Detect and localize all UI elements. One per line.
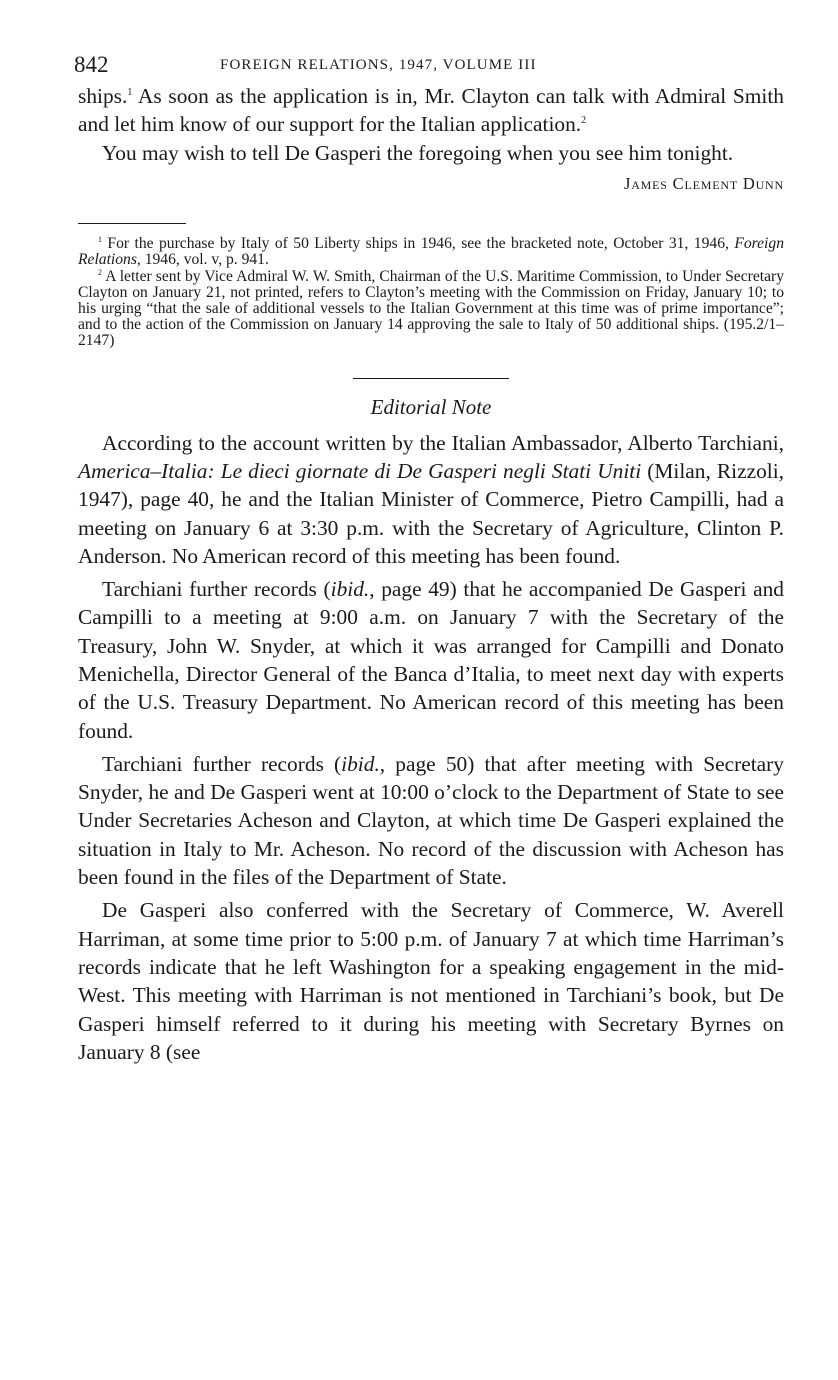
text-run: ships.: [78, 84, 128, 108]
text-run: (Milan, Rizzoli, 1947), page 40, he and the Italian Minister of Commerce, Pietro Campilli, had a meeting on January 6 at 3:30 p.m. with the Secretary of Agriculture, Clinton P. Anderson. No American record of this meeting has been found.: [78, 458, 785, 568]
text-run: Tarchiani further records (: [102, 751, 342, 776]
letter-continuation: [78, 82, 784, 198]
text-run: Tarchiani further records (: [102, 577, 331, 602]
citation: ibid.: [341, 751, 380, 776]
footnote-text: A letter sent by Vice Admiral W. W. Smith, Chairman of the U.S. Maritime Commission, to Under Secretary Clayton on January 21, not printed, refers to Clayton’s meeting with the Commission on Friday, January 10; to his urging “that the sale of additional vessels to the Italian Government at this time was of prime importance”; and to the action of the Commission on January 14 approving the sale to Italy of 50 additional ships. (195.2/1–2147): [78, 267, 784, 350]
footnote-reference: 1: [127, 86, 133, 98]
text-run: According to the account written by the Italian Ambassador, Alberto Tarchiani,: [102, 430, 784, 455]
section-heading: Editorial Note: [370, 394, 492, 419]
footnotes: [78, 236, 784, 349]
footnote-title: Foreign Relations: [78, 235, 784, 269]
running-header: [74, 48, 784, 82]
letter-paragraph: [78, 82, 784, 139]
body-paragraph: [78, 429, 784, 570]
letter-paragraph: You may wish to tell De Gasperi the foregoing when you see him tonight.: [102, 140, 734, 165]
running-title: FOREIGN RELATIONS, 1947, VOLUME III: [220, 57, 537, 73]
text-run: , page 50) that after meeting with Secretary Snyder, he and De Gasperi went at 10:00 o’clock to the Department of State to see Under Secretaries Acheson and Clayton, at which time De Gasperi explained the situation in Italy to Mr. Acheson. No record of the discussion with Acheson has been found in the files of the Department of State.: [78, 751, 785, 890]
body-paragraph: [78, 750, 784, 891]
footnote-marker: 2: [98, 267, 102, 277]
text-run: As soon as the application is in, Mr. Clayton can talk with Admiral Smith and let him know of our support for the Italian application.: [78, 84, 784, 137]
document-page: [74, 48, 785, 1066]
editorial-note-body: [78, 429, 784, 1067]
page-number: 842: [74, 52, 109, 77]
text-run: , page 49) that he accompanied De Gasperi and Campilli to a meeting at 9:00 a.m. on January 7 with the Secretary of the Treasury, John W. Snyder, at which it was arranged for Campilli and Donato Menichella, Director General of the Banca d’Italia, to meet next day with experts of the U.S. Treasury Department. No American record of this meeting has been found.: [78, 577, 784, 743]
footnote-divider: [78, 223, 186, 224]
footnote: [78, 269, 784, 350]
footnote-reference: 2: [581, 115, 587, 127]
body-paragraph: De Gasperi also conferred with the Secretary of Commerce, W. Averell Harriman, at some time prior to 5:00 p.m. of January 7 at which time Harriman’s records indicate that he left Washington for a speaking engagement in the mid-West. This meeting with Harriman is not mentioned in Tarchiani’s book, but De Gasperi himself referred to it during his meeting with Secretary Byrnes on January 8 (see: [78, 898, 784, 1064]
body-paragraph: [78, 575, 784, 745]
footnote-marker: 1: [98, 235, 102, 244]
section-divider: [353, 378, 509, 379]
footnote-text: , 1946, vol. v, p. 941.: [136, 251, 269, 269]
footnote: [78, 236, 784, 268]
citation: ibid.: [330, 577, 370, 602]
book-title: America–Italia: Le dieci giornate di De Gasperi negli Stati Uniti: [78, 458, 642, 483]
signature: James Clement Dunn: [624, 173, 784, 193]
footnote-text: For the purchase by Italy of 50 Liberty ships in 1946, see the bracketed note, October 31, 1946,: [102, 235, 735, 253]
